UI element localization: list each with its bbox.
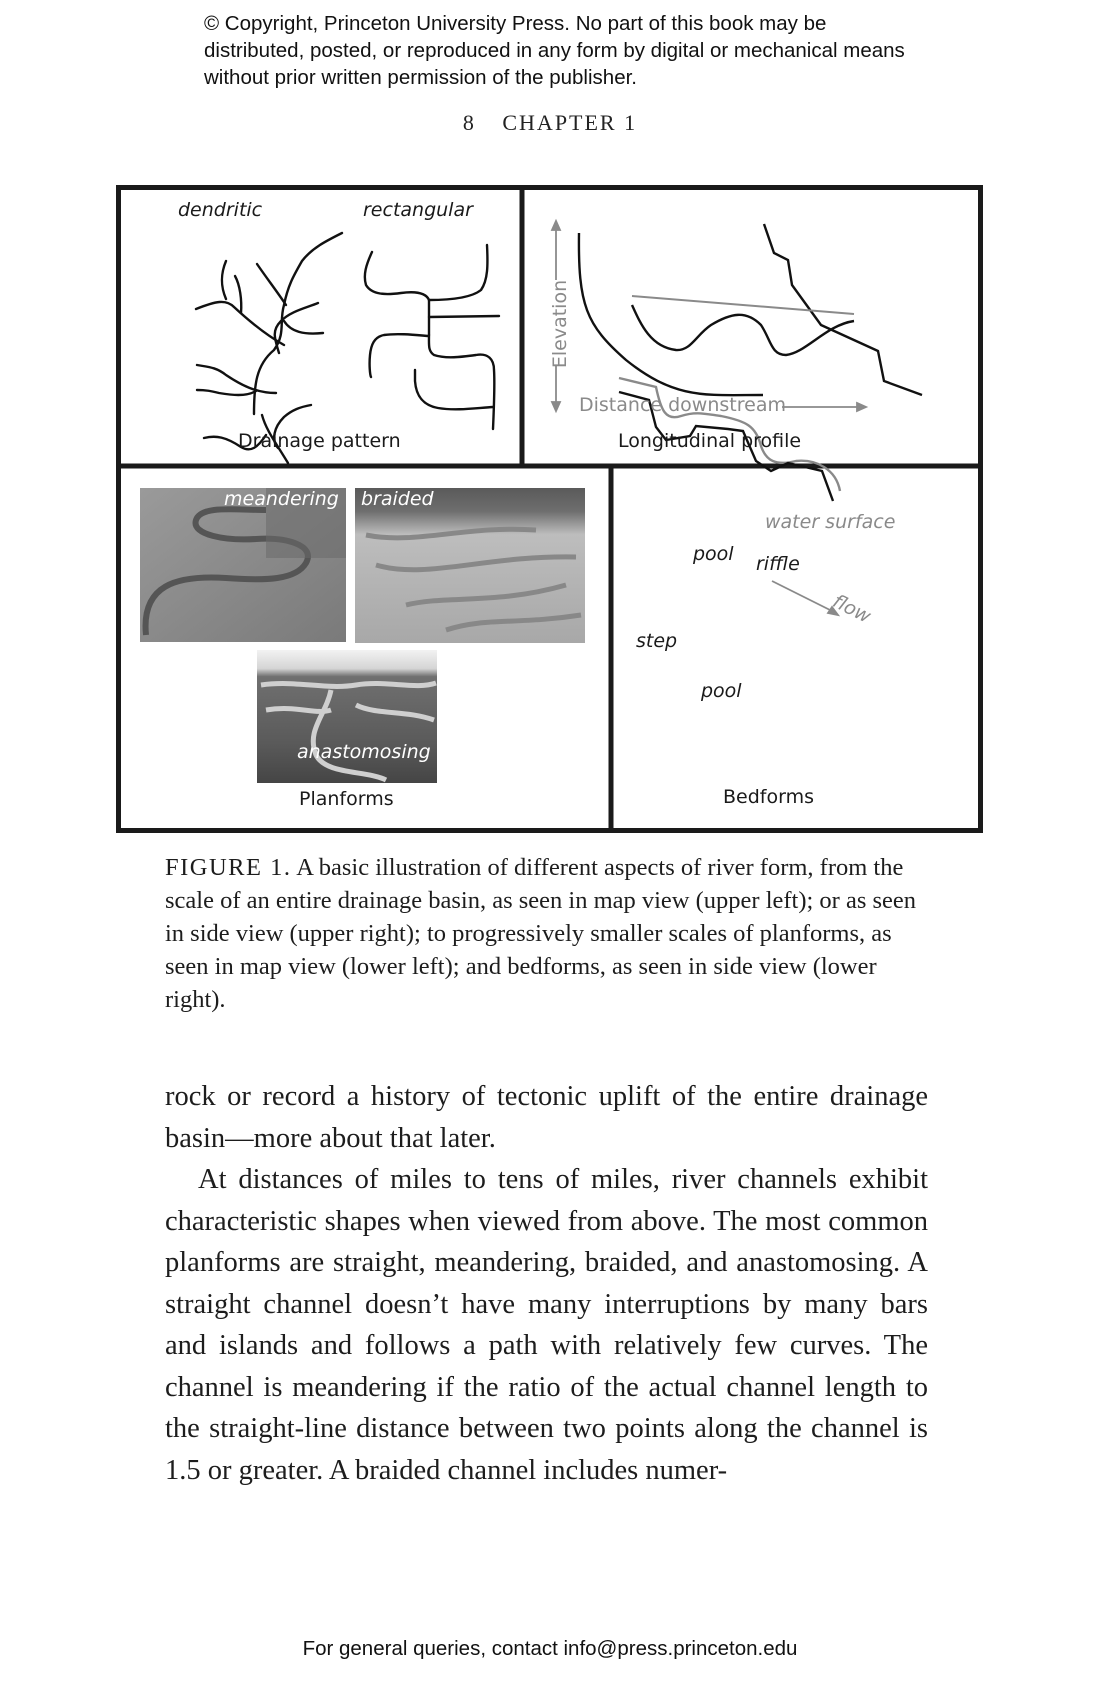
figure-1 <box>116 185 983 833</box>
anastomosing-photo <box>257 650 437 783</box>
footer-contact: For general queries, contact info@press.princeton.edu <box>302 1637 798 1660</box>
step-label: step <box>636 630 678 652</box>
riffle-label: riffle <box>756 553 800 575</box>
pool-lower-label: pool <box>701 680 742 702</box>
braided-photo <box>355 488 585 643</box>
longitudinal-profile-title: Longitudinal profile <box>618 430 802 452</box>
page-number: 8 <box>462 110 475 135</box>
figure-caption <box>165 851 920 1016</box>
braided-label: braided <box>361 488 434 510</box>
water-surface-label: water surface <box>765 511 896 533</box>
meandering-photo <box>140 488 346 642</box>
rectangular-label: rectangular <box>363 199 473 221</box>
figure-caption-lead: FIGURE 1. <box>165 854 292 881</box>
anastomosing-label: anastomosing <box>297 741 431 763</box>
body-paragraph: rock or record a history of tectonic uplift of the entire drainage basin—more about that later. <box>165 1081 928 1154</box>
pool-riffle-profile <box>632 305 854 355</box>
meandering-label: meandering <box>224 488 339 510</box>
rectangular-pattern-drawing <box>365 245 499 429</box>
bedforms-title: Bedforms <box>723 786 814 808</box>
dendritic-label: dendritic <box>178 199 263 221</box>
body-paragraph: At distances of miles to tens of miles, river channels exhibit characteristic shapes when viewed from above. The most common planforms are straight, meandering, braided, and anastomosing. A straight channel doesn’t have many interruptions by many bars and islands and follows a path with relatively few curves. The channel is meandering if the ratio of the actual channel length to the straight-line distance between two points along the channel is 1.5 or greater. A braided channel includes numer- <box>165 1164 928 1486</box>
running-head <box>0 110 1100 136</box>
body-text <box>165 1076 928 1491</box>
dendritic-pattern-drawing <box>196 233 342 463</box>
water-surface-line <box>632 296 854 314</box>
flow-label: flow <box>829 590 875 628</box>
elevation-axis-label: Elevation <box>549 279 572 369</box>
planforms-title: Planforms <box>299 788 394 810</box>
flow-arrow <box>772 581 838 615</box>
chapter-label: CHAPTER 1 <box>502 110 638 135</box>
pool-upper-label: pool <box>693 543 734 565</box>
elevation-axis-arrow <box>552 221 866 411</box>
drainage-pattern-title: Drainage pattern <box>238 430 401 452</box>
figure-caption-text: A basic illustration of different aspects of river form, from the scale of an entire drainage basin, as seen in map view (upper left); or as seen in side view (upper right); to progressively smaller scales of planforms, as seen in map view (lower left); and bedforms, as seen in side view (lower right). <box>165 854 917 1013</box>
distance-downstream-label: Distance downstream <box>579 394 786 416</box>
copyright-notice: © Copyright, Princeton University Press. No part of this book may be distributed, posted, or reproduced in any form by digital or mechanical means without prior written permission of the publisher. <box>204 12 905 89</box>
